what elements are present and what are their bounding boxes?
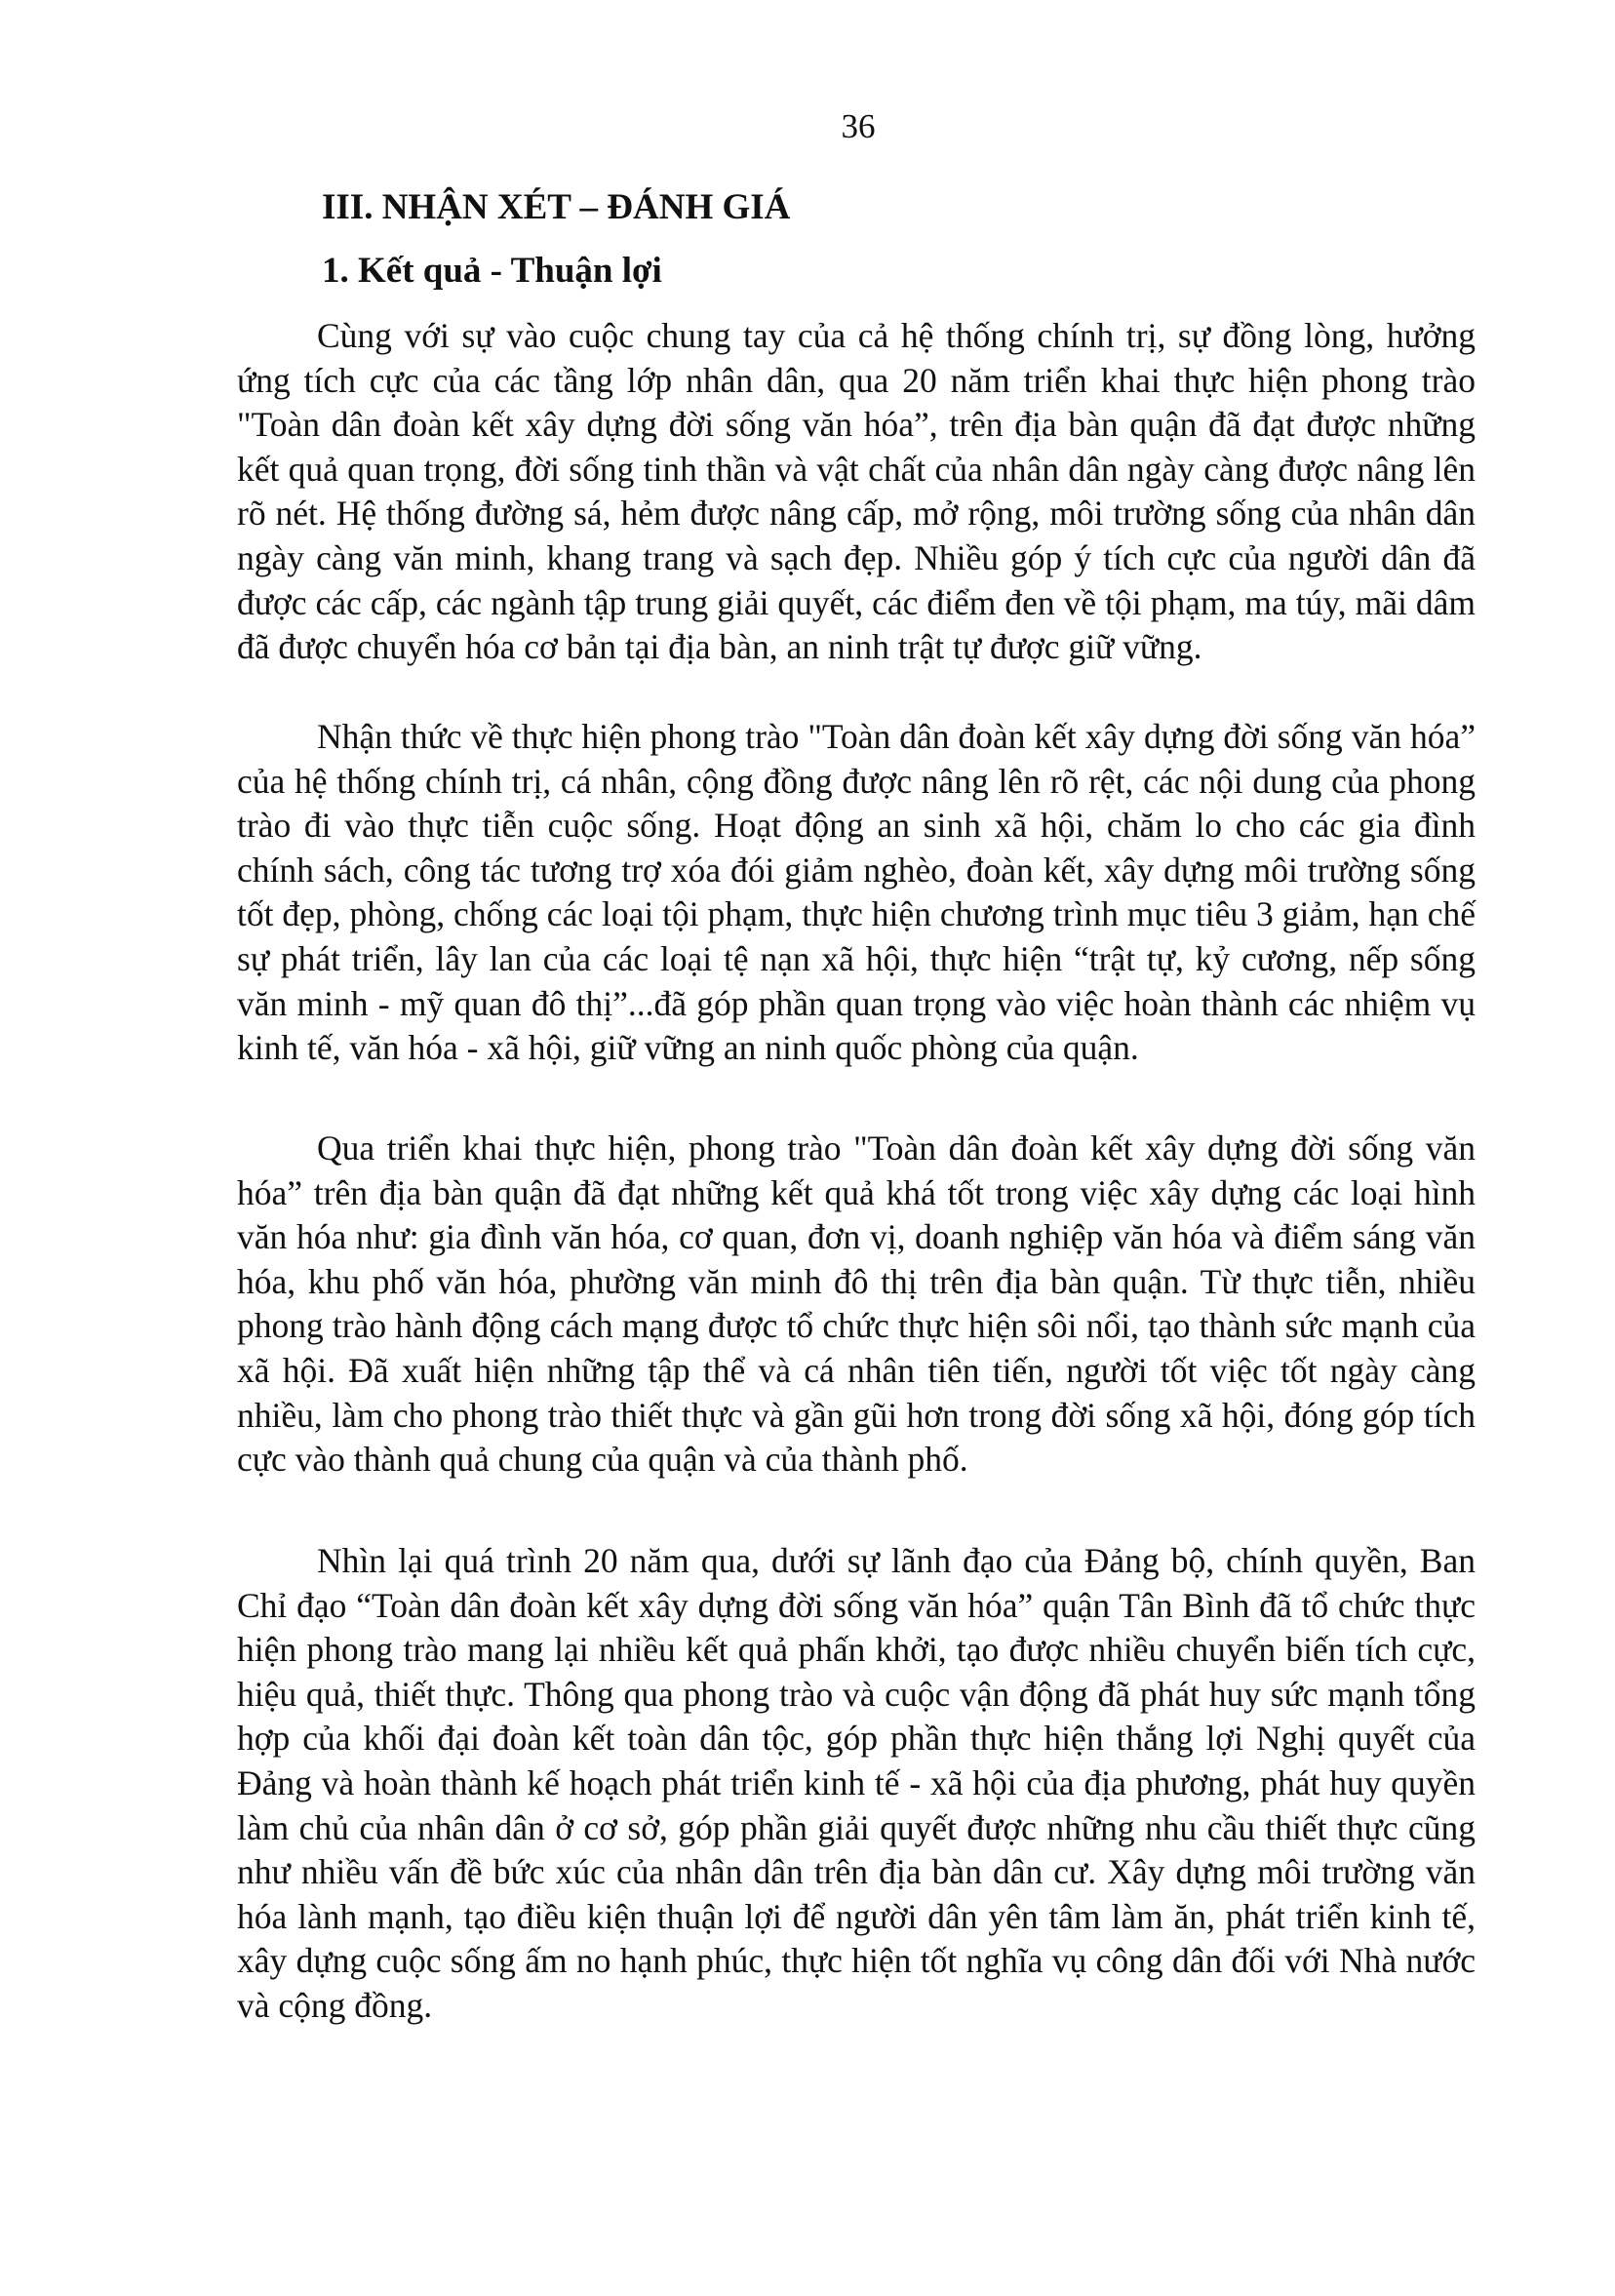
section-heading: III. NHẬN XÉT – ĐÁNH GIÁ bbox=[322, 187, 791, 227]
paragraph-twenty-year-review: Nhìn lại quá trình 20 năm qua, dưới sự lãnh đạo của Đảng bộ, chính quyền, Ban Chỉ đạo “Toàn dân đoàn kết xây dựng đời sống văn hóa” quận Tân Bình đã tổ chức thực hiện phong trào mang lại nhiều kết quả phấn khởi, tạo được nhiều chuyển biến tích cực, hiệu quả, thiết thực. Thông qua phong trào và cuộc vận động đã phát huy sức mạnh tổng hợp của khối đại đoàn kết toàn dân tộc, góp phần thực hiện thắng lợi Nghị quyết của Đảng và hoàn thành kế hoạch phát triển kinh tế - xã hội của địa phương, phát huy quyền làm chủ của nhân dân ở cơ sở, góp phần giải quyết được những nhu cầu thiết thực cũng như nhiều vấn đề bức xúc của nhân dân trên địa bàn dân cư. Xây dựng môi trường văn hóa lành mạnh, tạo điều kiện thuận lợi để người dân yên tâm làm ăn, phát triển kinh tế, xây dựng cuộc sống ấm no hạnh phúc, thực hiện tốt nghĩa vụ công dân đối với Nhà nước và cộng đồng. bbox=[237, 1541, 1476, 2025]
paragraph-results-overview: Cùng với sự vào cuộc chung tay của cả hệ thống chính trị, sự đồng lòng, hưởng ứng tích cực của các tầng lớp nhân dân, qua 20 năm triển khai thực hiện phong trào "Toàn dân đoàn kết xây dựng đời sống văn hóa”, trên địa bàn quận đã đạt được những kết quả quan trọng, đời sống tinh thần và vật chất của nhân dân ngày càng được nâng lên rõ nét. Hệ thống đường sá, hẻm được nâng cấp, mở rộng, môi trường sống của nhân dân ngày càng văn minh, khang trang và sạch đẹp. Nhiều góp ý tích cực của người dân đã được các cấp, các ngành tập trung giải quyết, các điểm đen về tội phạm, ma túy, mãi dâm đã được chuyển hóa cơ bản tại địa bàn, an ninh trật tự được giữ vững. bbox=[237, 316, 1476, 667]
paragraph-awareness: Nhận thức về thực hiện phong trào "Toàn dân đoàn kết xây dựng đời sống văn hóa” của hệ thống chính trị, cá nhân, cộng đồng được nâng lên rõ rệt, các nội dung của phong trào đi vào thực tiễn cuộc sống. Hoạt động an sinh xã hội, chăm lo cho các gia đình chính sách, công tác tương trợ xóa đói giảm nghèo, đoàn kết, xây dựng môi trường sống tốt đẹp, phòng, chống các loại tội phạm, thực hiện chương trình mục tiêu 3 giảm, hạn chế sự phát triển, lây lan của các loại tệ nạn xã hội, thực hiện “trật tự, kỷ cương, nếp sống văn minh - mỹ quan đô thị”...đã góp phần quan trọng vào việc hoàn thành các nhiệm vụ kinh tế, văn hóa - xã hội, giữ vững an ninh quốc phòng của quận. bbox=[237, 717, 1476, 1068]
paragraph-cultural-models: Qua triển khai thực hiện, phong trào "Toàn dân đoàn kết xây dựng đời sống văn hóa” trên địa bàn quận đã đạt những kết quả khá tốt trong việc xây dựng các loại hình văn hóa như: gia đình văn hóa, cơ quan, đơn vị, doanh nghiệp văn hóa và điểm sáng văn hóa, khu phố văn hóa, phường văn minh đô thị trên địa bàn quận. Từ thực tiễn, nhiều phong trào hành động cách mạng được tổ chức thực hiện sôi nổi, tạo thành sức mạnh của xã hội. Đã xuất hiện những tập thể và cá nhân tiên tiến, người tốt việc tốt ngày càng nhiều, làm cho phong trào thiết thực và gần gũi hơn trong đời sống xã hội, đóng góp tích cực vào thành quả chung của quận và của thành phố. bbox=[237, 1128, 1476, 1480]
page-number: 36 bbox=[841, 107, 876, 145]
subsection-heading: 1. Kết quả - Thuận lợi bbox=[322, 251, 662, 291]
